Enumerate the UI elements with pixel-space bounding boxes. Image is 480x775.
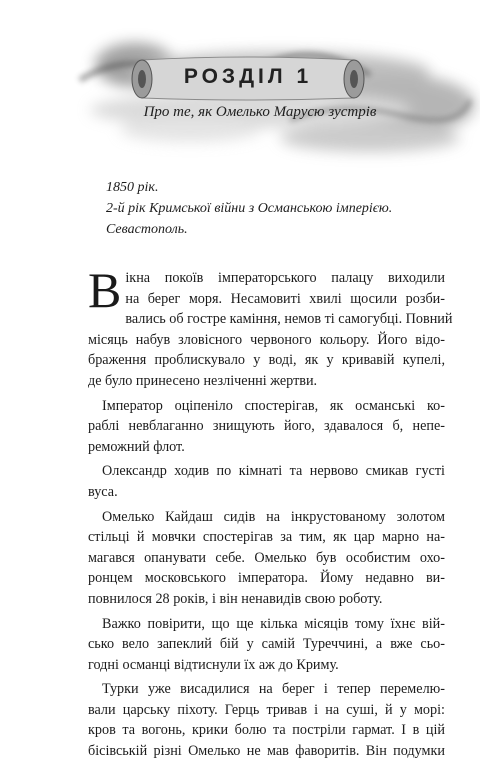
- epigraph-line: 2-й рік Кримської війни з Османською імперією.: [106, 201, 393, 216]
- text-line: Важко повірити, що ще кілька місяців тому їхнє вій-: [102, 615, 445, 632]
- text-line: Олександр ходив по кімнаті та нервово смикав густі: [102, 463, 445, 480]
- text-line: повнилося 28 років, і він ненавидів свою роботу.: [88, 590, 383, 607]
- text-line: годні османці відтиснули їх аж до Криму.: [88, 656, 339, 673]
- text-line: браження проблискувало у воді, як у кривавій купелі,: [88, 352, 445, 369]
- chapter-body: [88, 262, 453, 766]
- epigraph-line: Севастополь.: [106, 222, 188, 237]
- epigraph-line: 1850 рік.: [106, 180, 159, 195]
- text-line: вуса.: [88, 483, 118, 500]
- text-line: Турки уже висадилися на берег і тепер перемелю-: [102, 681, 445, 698]
- text-line: стільці й мовчки спостерігав за тим, як цар марно на-: [88, 529, 445, 546]
- paragraph: [88, 614, 445, 676]
- text-line: де було принесено незліченні жертви.: [88, 372, 318, 389]
- text-line: раблі невблаганно знищують його, здавалося б, непе-: [88, 418, 445, 435]
- text-line: магався опанувати себе. Омелько був особистим охо-: [88, 549, 445, 566]
- text-line: Імператор оціпеніло спостерігав, як османські ко-: [102, 397, 445, 414]
- chapter-title: РОЗДІЛ 1: [183, 65, 313, 88]
- drop-cap: В: [88, 262, 122, 318]
- text-line: місяць набув зловісного червоного кольору. Його відо-: [88, 331, 445, 348]
- paragraph: [88, 507, 445, 610]
- text-line: ронцем московського імператора. Йому недавно ви-: [88, 570, 445, 587]
- chapter-header: [0, 0, 480, 175]
- text-line: вались об гостре каміння, немов ті самогубці. Повний: [125, 311, 453, 328]
- paragraph: [88, 262, 453, 392]
- text-line: Омелько Кайдаш сидів на інкрустованому золотом: [102, 508, 445, 525]
- text-line: бісівській різні Омелько не мав фаворитів. Він подумки: [88, 743, 445, 760]
- text-line: ікна покоїв імператорського палацу виходили: [125, 270, 445, 286]
- text-line: вали царську піхоту. Герць тривав і на суші, й у морі:: [88, 701, 445, 718]
- text-line: реможний флот.: [88, 438, 185, 455]
- text-line: на берег моря. Несамовиті хвилі щосили розби-: [125, 290, 445, 307]
- epigraph: [106, 177, 456, 240]
- paragraph: [88, 461, 445, 502]
- paragraph: [88, 679, 445, 761]
- text-line: кров та вогонь, крики болю та постріли гармат. І в цій: [88, 722, 445, 739]
- paragraph: [88, 396, 445, 458]
- text-line: сько вело запеклий бій у самій Туреччині, а вже сьо-: [88, 636, 445, 653]
- chapter-subtitle: Про те, як Омелько Марусю зустрів: [143, 104, 377, 120]
